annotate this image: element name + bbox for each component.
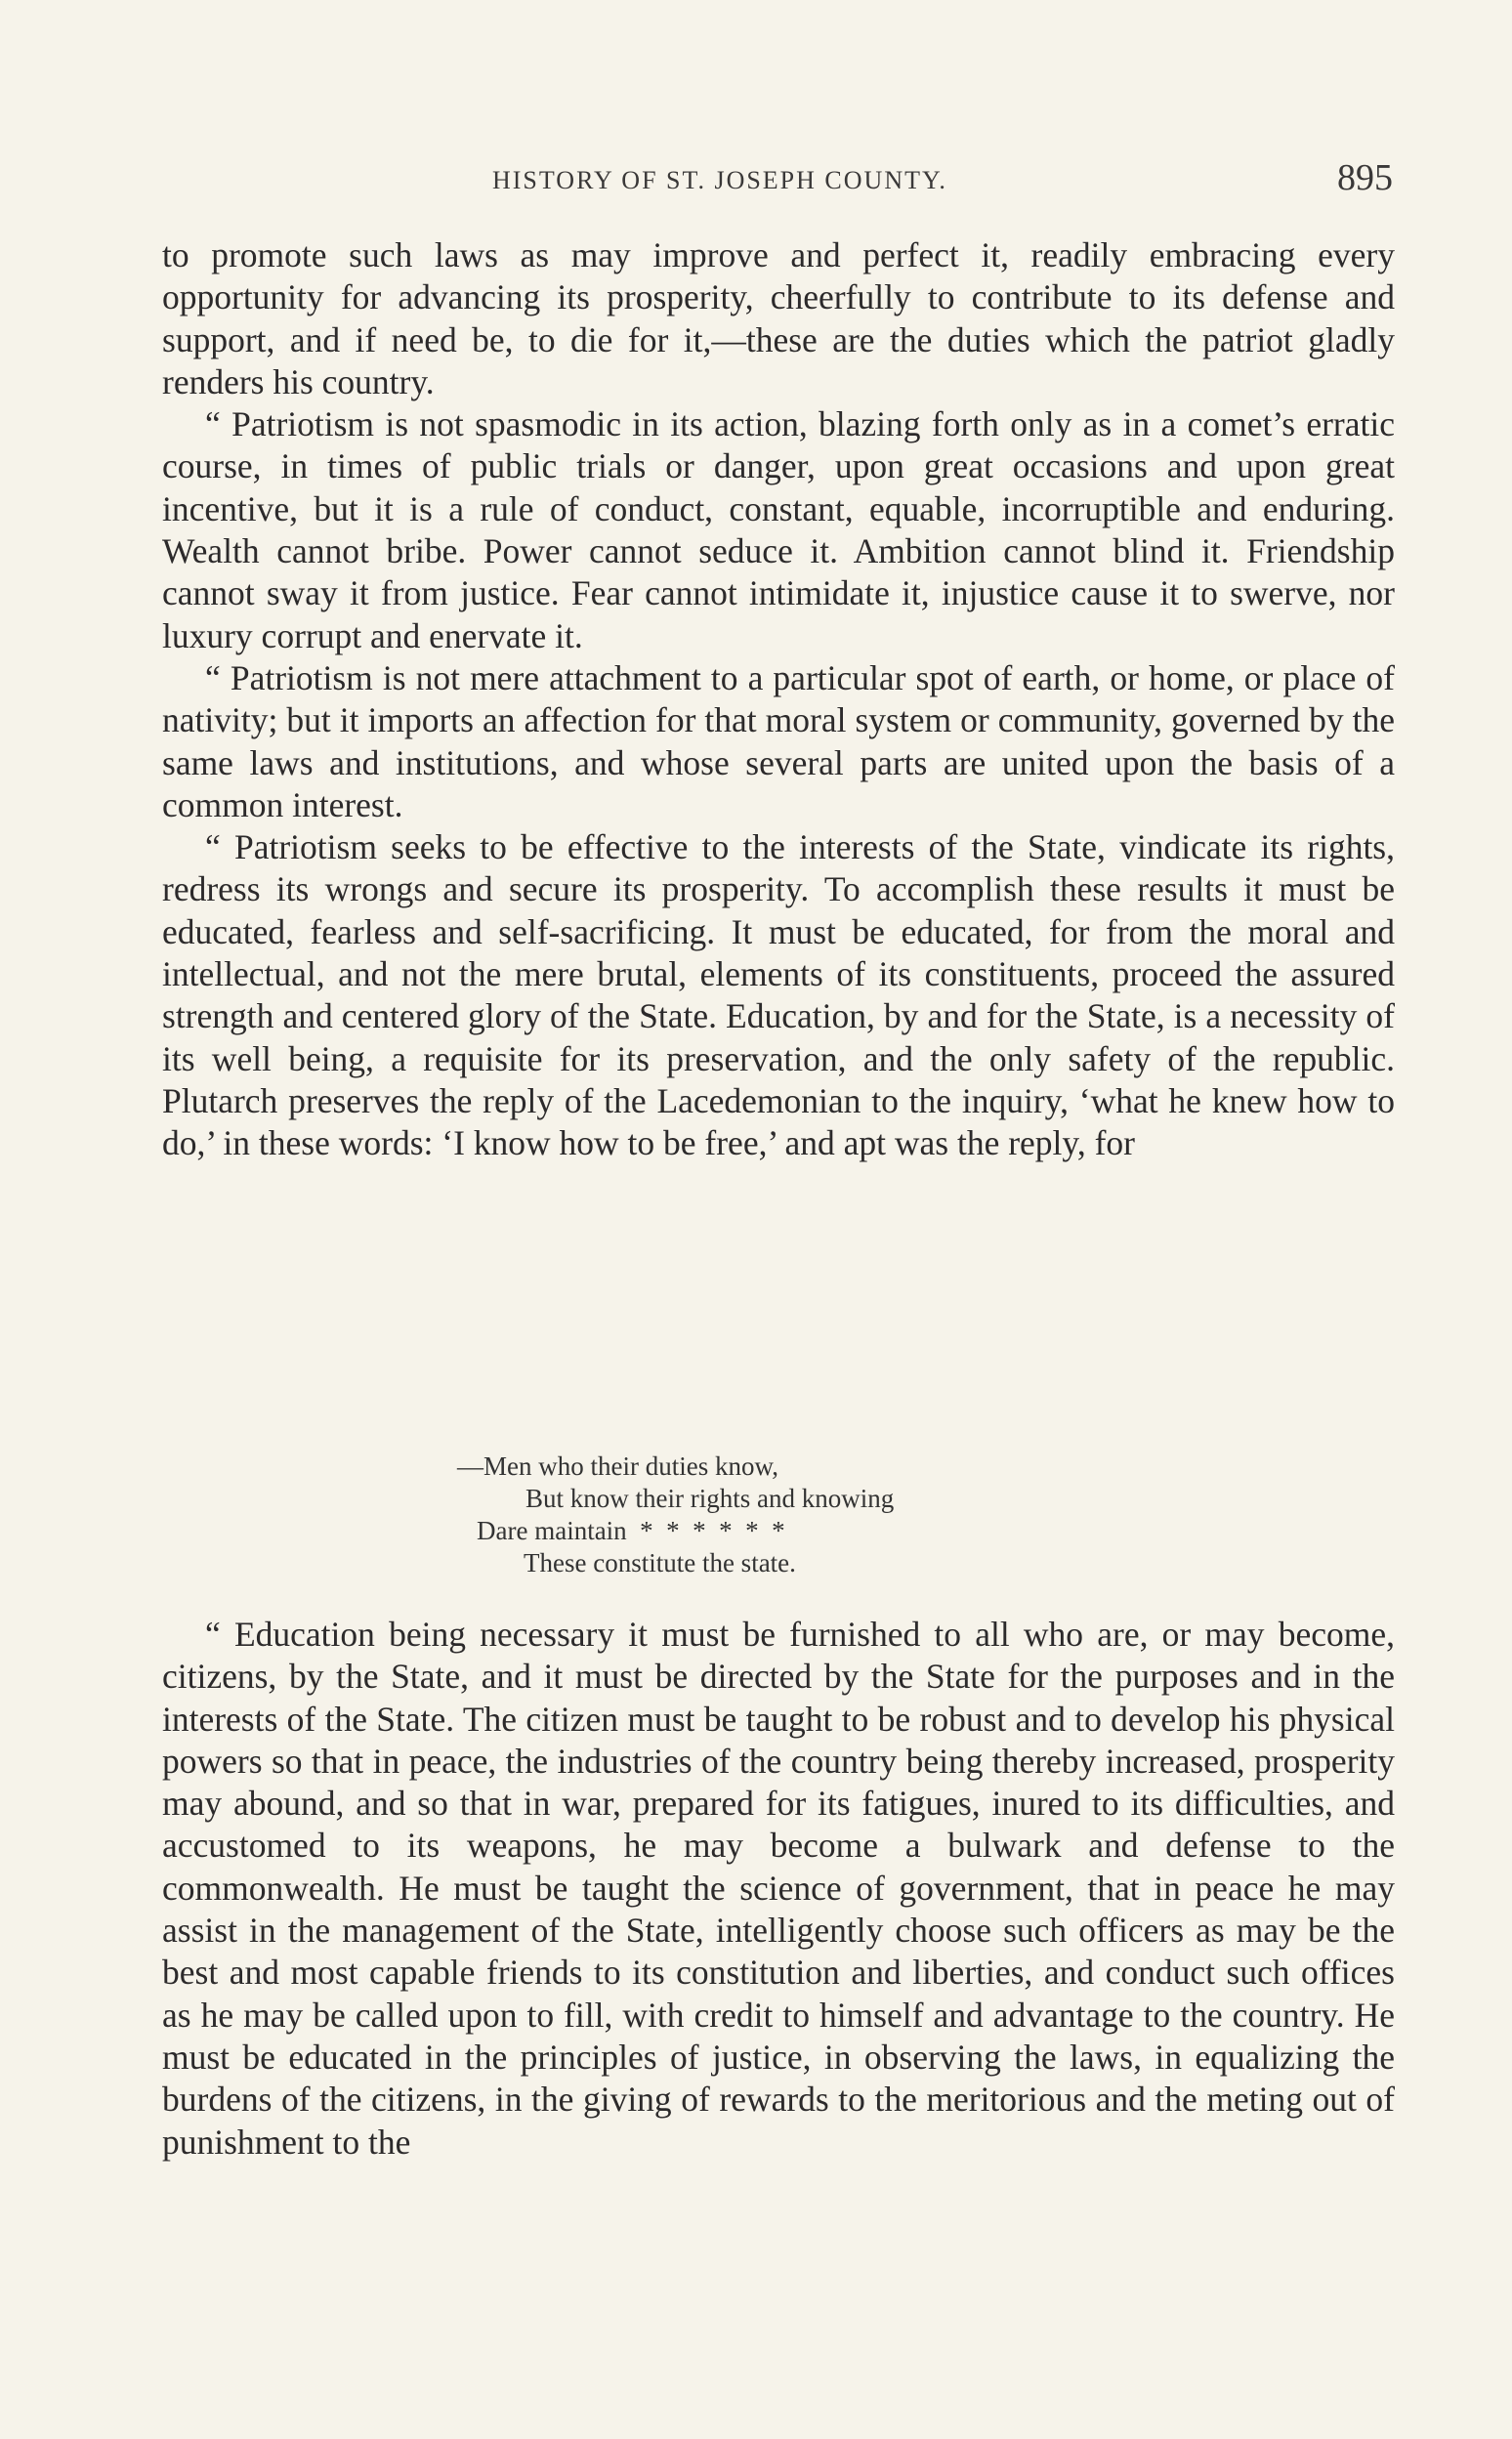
running-title: HISTORY OF ST. JOSEPH COUNTY. — [492, 166, 947, 194]
verse-line: But know their rights and knowing — [525, 1484, 895, 1513]
paragraph-patriotism-attachment: “ Patriotism is not mere attachment to a particular spot of earth, or home, or place of nativity; but it imports an affection for that moral system or community, governed by the same laws and institutions, and whose several parts are united upon the basis of a common interest. — [162, 657, 1395, 824]
verse-line: —Men who their duties know, — [457, 1451, 778, 1481]
paragraph-patriotism-conduct: “ Patriotism is not spasmodic in its action, blazing forth only as in a comet’s erratic course, in times of public trials or danger, upon great occasions and upon great incentive, but it is a rule of conduct, constant, equable, incorruptible and enduring. Wealth cannot bribe. Power cannot seduce it. Ambition cannot blind it. Friendship cannot sway it from justice. Fear cannot intimidate it, injustice cause it to swerve, nor luxury corrupt and enervate it. — [162, 404, 1395, 655]
paragraph-patriotism-education: “ Patriotism seeks to be effective to the interests of the State, vindicate its rights, redress its wrongs and secure its prosperity. To accomplish these results it must be educated, fearless and self-sacrificing. It must be educated, for from the moral and intellectual, and not the mere brutal, elements of its constituents, proceed the assured strength and centered glory of the State. Education, by and for the State, is a necessity of its well being, a requisite for its preservation, and the only safety of the republic. Plutarch preserves the reply of the Lacedemonian to the inquiry, ‘what he knew how to do,’ in these words: ‘I know how to be free,’ and apt was the reply, for — [162, 827, 1395, 1163]
paragraph-continuation: to promote such laws as may improve and perfect it, readily embracing every opportunity for advancing its prosperity, cheerfully to contribute to its defense and support, and if need be, to die for it,—these are the duties which the patriot gladly renders his country. — [162, 235, 1395, 401]
body-text-upper — [162, 234, 1395, 1165]
verse-line: These constitute the state. — [524, 1548, 796, 1577]
running-head — [164, 156, 1393, 199]
page-number: 895 — [1337, 157, 1393, 198]
verse-quotation — [457, 1451, 894, 1579]
body-text-lower — [162, 1614, 1395, 2164]
paragraph-education: “ Education being necessary it must be furnished to all who are, or may become, citizens, by the State, and it must be directed by the State for the purposes and in the interests of the State. The citizen must be taught to be robust and to develop his physical powers so that in peace, the industries of the country being thereby increased, prosperity may abound, and so that in war, prepared for its fatigues, inured to its difficulties, and accustomed to its weapons, he may become a bulwark and defense to the commonwealth. He must be taught the science of government, that in peace he may assist in the management of the State, intelligently choose such officers as may be the best and most capable friends to its constitution and liberties, and conduct such offices as he may be called upon to fill, with credit to himself and advantage to the country. He must be educated in the principles of justice, in observing the laws, in equalizing the burdens of the citizens, in the giving of rewards to the meritorious and the meting out of punishment to the — [162, 1615, 1395, 2162]
verse-line: Dare maintain * * * * * * — [477, 1516, 785, 1545]
